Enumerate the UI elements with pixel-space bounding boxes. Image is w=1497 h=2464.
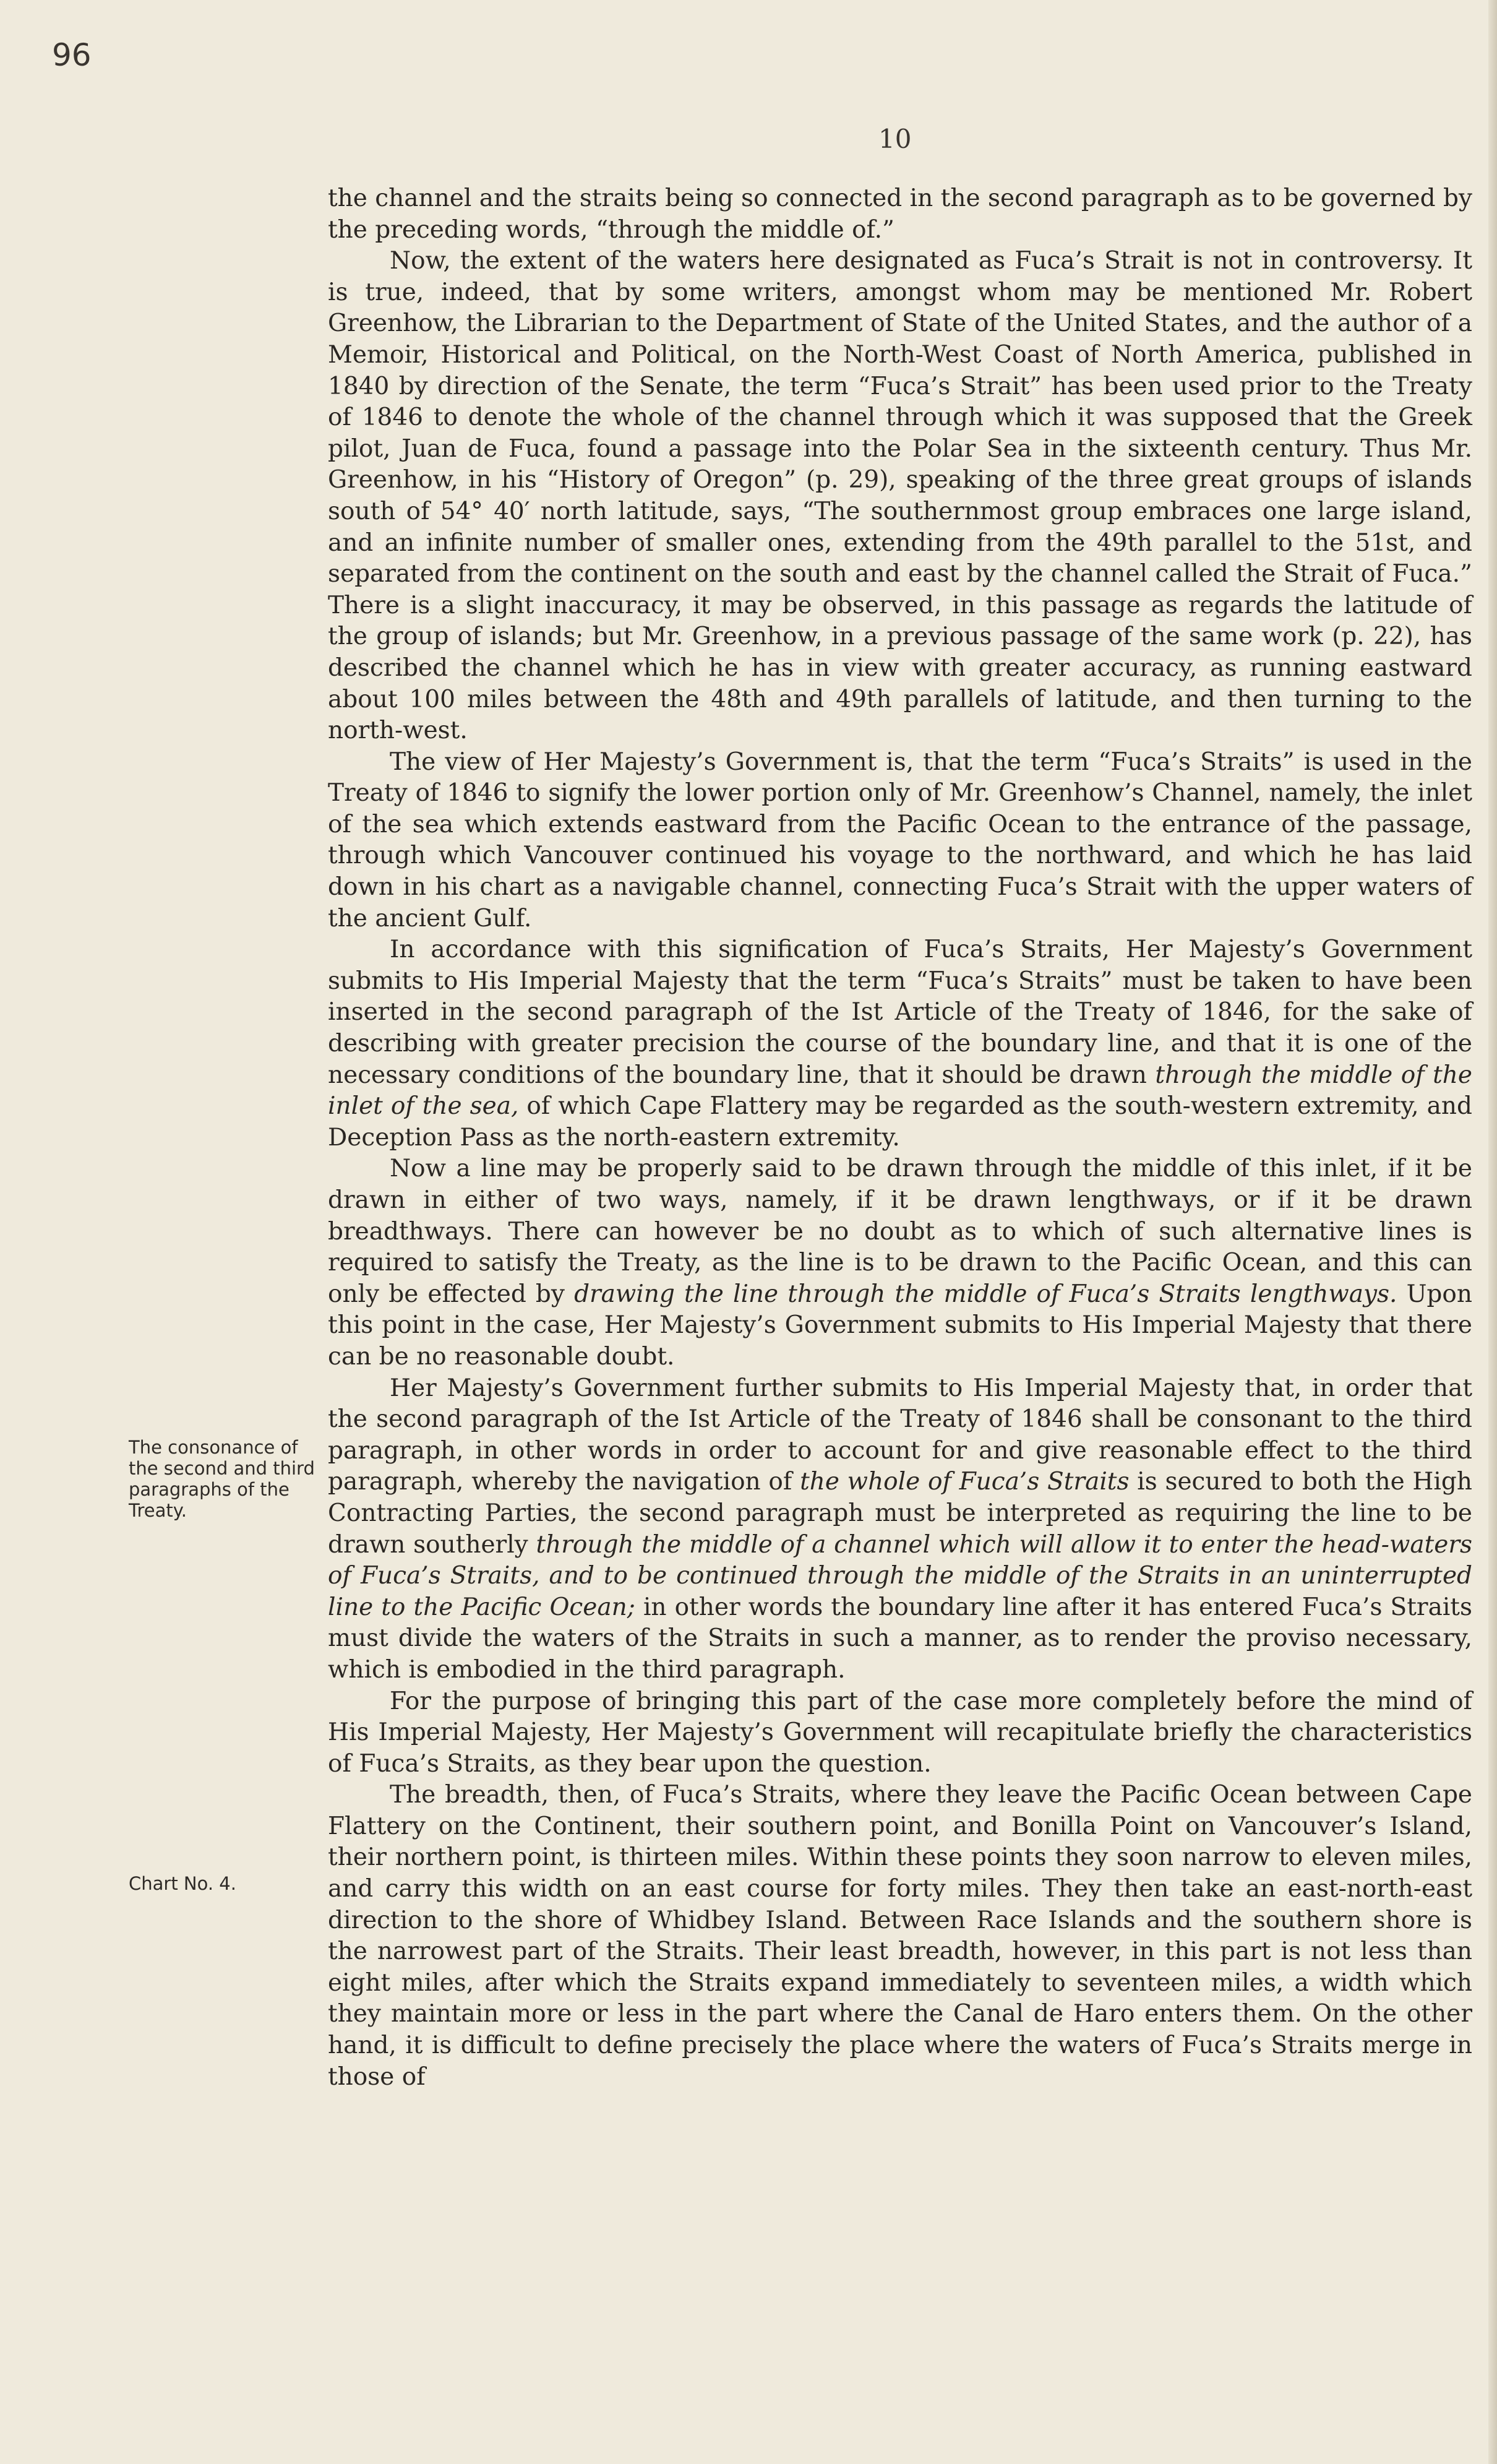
printed-page-number: 10: [878, 124, 912, 154]
paragraph-4-italic: through the middle of the inlet of the sea,: [328, 1061, 1472, 1121]
paragraph-7: For the purpose of bringing this part of the case more completely before the mind of His Imperial Majesty, Her Majesty’s Government will recapitulate briefly the characteristics of Fuca’s Straits, as they bear upon the question.: [328, 1687, 1472, 1778]
paragraph-6-italic-2: through the middle of a channel which will allow it to enter the head-waters of Fuca’s Straits, and to be continued through the middle of the Straits in an uninterrupted line to the Pacific Ocean;: [328, 1530, 1472, 1621]
paragraph-4: [328, 934, 1472, 1153]
paragraph-5-italic: drawing the line through the middle of Fuca’s Straits lengthways.: [574, 1280, 1397, 1308]
paragraph-6-text-b: is secured to both the High Contracting Parties, the second paragraph must be interpreted as requiring the line to be drawn southerly: [328, 1468, 1472, 1559]
page-edge: [1488, 0, 1497, 2464]
paragraph-2: Now, the extent of the waters here designated as Fuca’s Strait is not in controversy. It is true, indeed, that by some writers, amongst whom may be mentioned Mr. Robert Greenhow, the Librarian to the Department of State of the United States, and the author of a Memoir, Historical and Political, on the North-West Coast of North America, published in 1840 by direction of the Senate, the term “Fuca’s Strait” has been used prior to the Treaty of 1846 to denote the whole of the channel through which it was supposed that the Greek pilot, Juan de Fuca, found a passage into the Polar Sea in the sixteenth century. Thus Mr. Greenhow, in his “History of Oregon” (p. 29), speaking of the three great groups of islands south of 54° 40′ north latitude, says, “The southernmost group embraces one large island, and an infinite number of smaller ones, extending from the 49th parallel to the 51st, and separated from the continent on the south and east by the channel called the Strait of Fuca.” There is a slight inaccuracy, it may be observed, in this passage as regards the latitude of the group of islands; but Mr. Greenhow, in a previous passage of the same work (p. 22), has described the channel which he has in view with greater accuracy, as running eastward about 100 miles between the 48th and 49th parallels of latitude, and then turning to the north-west.: [328, 247, 1472, 745]
paragraph-6-text-a: Her Majesty’s Government further submits to His Imperial Majesty that, in order that the second paragraph of the Ist Article of the Treaty of 1846 shall be consonant to the third paragraph, in other words in order to account for and give reasonable effect to the third paragraph, whereby the navigation of: [328, 1374, 1472, 1496]
paragraph-6: [328, 1373, 1472, 1686]
paragraph-6-italic-1: the whole of Fuca’s Straits: [800, 1468, 1130, 1496]
margin-note-chart: Chart No. 4.: [129, 1873, 236, 1894]
margin-note-consonance: The consonance of the second and third paragraphs of the Treaty.: [129, 1437, 315, 1521]
paragraph-5: [328, 1153, 1472, 1372]
paragraph-5-text-b: Upon this point in the case, Her Majesty’s Government submits to His Imperial Majesty that there can be no reasonable doubt.: [328, 1280, 1472, 1371]
paragraph-5-text-a: Now a line may be properly said to be drawn through the middle of this inlet, if it be drawn in either of two ways, namely, if it be drawn lengthways, or if it be drawn breadthways. There can however be no doubt as to which of such alternative lines is required to satisfy the Treaty, as the line is to be drawn to the Pacific Ocean, and this can only be effected by: [328, 1155, 1472, 1308]
paragraph-1: the channel and the straits being so connected in the second paragraph as to be governed by the preceding words, “through the middle of.”: [328, 184, 1472, 244]
paragraph-6-text-c: in other words the boundary line after it has entered Fuca’s Straits must divide the waters of the Straits in such a manner, as to render the proviso necessary, which is embodied in the third paragraph.: [328, 1593, 1472, 1684]
page-number-stamp: 96: [52, 37, 92, 73]
body-text: [328, 183, 1472, 2093]
paragraph-3: The view of Her Majesty’s Government is, that the term “Fuca’s Straits” is used in the Treaty of 1846 to signify the lower portion only of Mr. Greenhow’s Channel, namely, the inlet of the sea which extends eastward from the Pacific Ocean to the entrance of the passage, through which Vancouver continued his voyage to the northward, and which he has laid down in his chart as a navigable channel, connecting Fuca’s Strait with the upper waters of the ancient Gulf.: [328, 747, 1472, 933]
paragraph-4-text-a: In accordance with this signification of Fuca’s Straits, Her Majesty’s Government submits to His Imperial Majesty that the term “Fuca’s Straits” must be taken to have been inserted in the second paragraph of the Ist Article of the Treaty of 1846, for the sake of describing with greater precision the course of the boundary line, and that it is one of the necessary conditions of the boundary line, that it should be drawn: [328, 936, 1472, 1089]
paragraph-4-text-b: of which Cape Flattery may be regarded as the south-western extremity, and Deception Pass as the north-eastern extremity.: [328, 1092, 1472, 1152]
paragraph-8: The breadth, then, of Fuca’s Straits, where they leave the Pacific Ocean between Cape Flattery on the Continent, their southern point, and Bonilla Point on Vancouver’s Island, their northern point, is thirteen miles. Within these points they soon narrow to eleven miles, and carry this width on an east course for forty miles. They then take an east-north-east direction to the shore of Whidbey Island. Between Race Islands and the southern shore is the narrowest part of the Straits. Their least breadth, however, in this part is not less than eight miles, after which the Straits expand immediately to seventeen miles, a width which they maintain more or less in the part where the Canal de Haro enters them. On the other hand, it is difficult to define precisely the place where the waters of Fuca’s Straits merge in those of: [328, 1781, 1472, 2091]
